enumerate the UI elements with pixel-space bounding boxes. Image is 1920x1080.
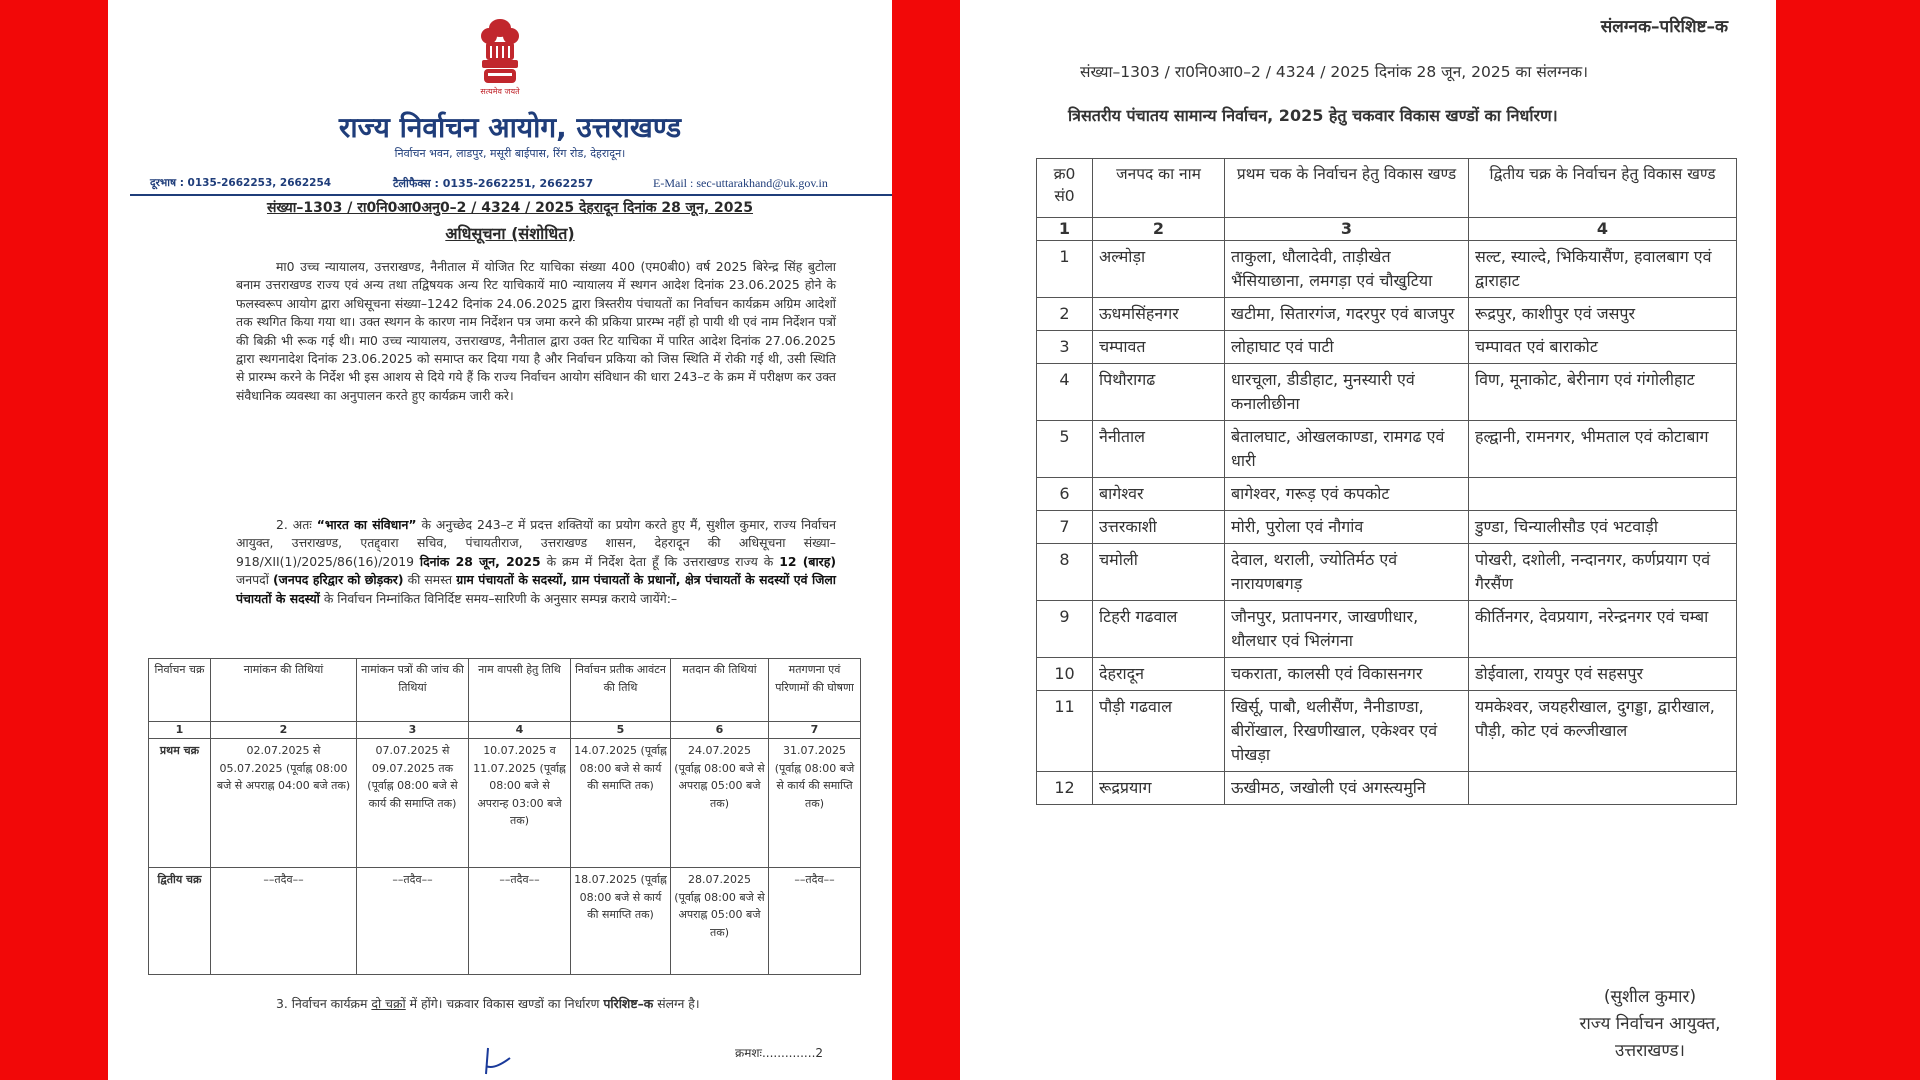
table-row: [1037, 478, 1737, 511]
column-number: 3: [1225, 218, 1469, 241]
table-header-row: [149, 659, 861, 722]
table-row: [1037, 772, 1737, 805]
column-header: क्र0 सं0: [1037, 159, 1093, 218]
district-name: देहरादून: [1093, 658, 1225, 691]
para3-underline: दो चक्रों: [371, 996, 406, 1011]
column-number: 7: [769, 722, 861, 739]
district-name: बागेश्वर: [1093, 478, 1225, 511]
para2-bold: “भारत का संविधान”: [316, 517, 417, 532]
phone-number: दूरभाष : 0135-2662253, 2662254: [150, 177, 332, 189]
letterhead-divider: [130, 194, 892, 196]
para3-text: संलग्न है।: [653, 996, 700, 1011]
district-name: उत्तरकाशी: [1093, 511, 1225, 544]
serial-number: 9: [1037, 601, 1093, 658]
table-cell: 18.07.2025 (पूर्वाह्न 08:00 बजे से कार्य की समाप्ति तक): [571, 868, 671, 975]
district-name: पिथौरागढ: [1093, 364, 1225, 421]
column-number: 1: [1037, 218, 1093, 241]
para2-bold: दिनांक 28 जून, 2025: [419, 553, 541, 569]
fax-number: टैलीफैक्स : 0135-2662251, 2662257: [393, 177, 594, 190]
annex-title: त्रिसतरीय पंचातय सामान्य निर्वाचन, 2025 हेतु चकवार विकास खण्डों का निर्धारण।: [1068, 106, 1558, 125]
election-schedule-table: [148, 658, 861, 975]
column-number: 4: [469, 722, 571, 739]
para3-bold: परिशिष्ट–क: [603, 996, 654, 1011]
table-cell: 31.07.2025 (पूर्वाह्न 08:00 बजे से कार्य की समाप्ति तक): [769, 739, 861, 868]
column-number: 5: [571, 722, 671, 739]
phase-1-blocks: बागेश्वर, गरूड़ एवं कपकोट: [1225, 478, 1469, 511]
paragraph-3: [236, 993, 836, 1015]
table-row: [1037, 421, 1737, 478]
paragraph-1: [236, 258, 836, 405]
phase-2-blocks: डुण्डा, चिन्यालीसौड एवं भटवाड़ी: [1469, 511, 1737, 544]
column-header: नामांकन पत्रों की जांच की तिथियां: [357, 659, 469, 722]
phase-2-blocks: [1469, 478, 1737, 511]
para2-text: की समस्त: [403, 572, 457, 588]
phase-2-blocks: विण, मूनाकोट, बेरीनाग एवं गंगोलीहाट: [1469, 364, 1737, 421]
serial-number: 2: [1037, 298, 1093, 331]
serial-number: 6: [1037, 478, 1093, 511]
signatory-state: उत्तराखण्ड।: [1615, 1041, 1685, 1061]
table-cell: ––तदैव––: [469, 868, 571, 975]
organization-address: निर्वाचन भवन, लाडपुर, मसूरी बाईपास, रिंग रोड, देहरादून।: [394, 147, 626, 160]
district-name: पौड़ी गढवाल: [1093, 691, 1225, 772]
phase-1-blocks: जौनपुर, प्रतापनगर, जाखणीधार, थौलधार एवं भिलंगना: [1225, 601, 1469, 658]
notification-page: [108, 0, 892, 1080]
signature-block: [1540, 984, 1760, 1065]
table-row: [1037, 241, 1737, 298]
phase-1-blocks: धारचूला, डीडीहाट, मुनस्यारी एवं कनालीछीना: [1225, 364, 1469, 421]
phase-1-blocks: बेतालघाट, ओखलकाण्डा, रामगढ एवं धारी: [1225, 421, 1469, 478]
paragraph-2: [236, 516, 836, 608]
para2-bold: 12 (बारह): [779, 553, 836, 569]
serial-number: 8: [1037, 544, 1093, 601]
phase-1-blocks: चकराता, कालसी एवं विकासनगर: [1225, 658, 1469, 691]
district-name: नैनीताल: [1093, 421, 1225, 478]
phase-1-blocks: लोहाघाट एवं पाटी: [1225, 331, 1469, 364]
district-name: अल्मोड़ा: [1093, 241, 1225, 298]
phase-label: प्रथम चक्र: [149, 739, 211, 868]
serial-number: 12: [1037, 772, 1093, 805]
column-number-row: [149, 722, 861, 739]
serial-number: 11: [1037, 691, 1093, 772]
column-header: प्रथम चक के निर्वाचन हेतु विकास खण्ड: [1225, 159, 1469, 218]
serial-number: 1: [1037, 241, 1093, 298]
notice-title: अधिसूचना (संशोधित): [445, 224, 575, 243]
table-header-row: [1037, 159, 1737, 218]
signatory-name: (सुशील कुमार): [1603, 987, 1697, 1007]
serial-number: 3: [1037, 331, 1093, 364]
column-number: 2: [1093, 218, 1225, 241]
annex-label: संलग्नक–परिशिष्ट–क: [1600, 17, 1728, 37]
phase-2-blocks: [1469, 772, 1737, 805]
phase-2-blocks: सल्ट, स्याल्दे, भिकियासैंण, हवालबाग एवं द्वाराहाट: [1469, 241, 1737, 298]
phase-1-blocks: मोरी, पुरोला एवं नौगांव: [1225, 511, 1469, 544]
table-cell: 28.07.2025 (पूर्वाह्न 08:00 बजे से अपराह्न 05:00 बजे तक): [671, 868, 769, 975]
para2-text: 2. अतः: [276, 517, 317, 532]
district-name: चम्पावत: [1093, 331, 1225, 364]
serial-number: 5: [1037, 421, 1093, 478]
table-cell: 07.07.2025 से 09.07.2025 तक (पूर्वाह्न 08:00 बजे से कार्य की समाप्ति तक): [357, 739, 469, 868]
table-cell: 10.07.2025 व 11.07.2025 (पूर्वाह्न 08:00 बजे से अपरान्ह 03:00 बजे तक): [469, 739, 571, 868]
district-name: टिहरी गढवाल: [1093, 601, 1225, 658]
phase-2-blocks: पोखरी, दशोली, नन्दानगर, कर्णप्रयाग एवं गैरसैंण: [1469, 544, 1737, 601]
column-header: मतगणना एवं परिणामों की घोषणा: [769, 659, 861, 722]
column-number: 6: [671, 722, 769, 739]
phase-1-blocks: खिर्सू, पाबौ, थलीसैंण, नैनीडाण्डा, बीरोंखाल, रिखणीखाल, एकेश्वर एवं पोखड़ा: [1225, 691, 1469, 772]
para2-bold: ग्राम पंचायतों के सदस्यों, ग्राम पंचायतों के प्रधानों, क्षेत्र पंचायतों के सदस्यों एवं जिला पंचायतों के सदस्यों: [236, 572, 836, 606]
column-number: 1: [149, 722, 211, 739]
paragraph-1-text: मा0 उच्च न्यायालय, उत्तराखण्ड, नैनीताल में योजित रिट याचिका संख्या 400 (एम0बी0) वर्ष 2025 बिरेन्द्र सिंह बुटोला बनाम उत्तराखण्ड राज्य एवं अन्य तथा तद्विषयक अन्य रिट याचिकायें मा0 न्यायालय में स्थगन आदेश दिनांक 23.06.2025 होने के फलस्वरूप आयोग द्वारा अधिसूचना संख्या–1242 दिनांक 24.06.2025 द्वारा त्रिस्तरीय पंचायतों का निर्वाचन कार्यक्रम अग्रिम आदेशों तक स्थगित किया गया था। उक्त स्थगन के कारण नाम निर्देशन पत्र जमा करने की प्रकिया प्रारम्भ नहीं हो पायी थी एवं नाम निर्देशन पत्रों की बिक्री भी रूक गई थी। मा0 उच्च न्यायालय, उत्तराखण्ड, नैनीताल द्वारा उक्त रिट याचिका में पारित आदेश दिनांक 27.06.2025 द्वारा स्थगनादेश दिनांक 23.06.2025 को समाप्त कर दिया गया है और निर्वाचन प्रकिया को जिस स्थिति में रोकी गई थी, उसी स्थिति से प्रारम्भ करने के निर्देश भी इस आशय से दिये गये हैं कि राज्य निर्वाचन आयोग संविधान की धारा 243–ट के क्रम में परीक्षण कर उक्त संवैधानिक व्यवस्था का अनुपालन करते हुए कार्यक्रम जारी करे।: [236, 259, 836, 403]
column-header: मतदान की तिथियां: [671, 659, 769, 722]
column-header: नाम वापसी हेतु तिथि: [469, 659, 571, 722]
table-cell: ––तदैव––: [211, 868, 357, 975]
organization-title: राज्य निर्वाचन आयोग, उत्तराखण्ड: [338, 111, 682, 144]
phase-2-blocks: कीर्तिनगर, देवप्रयाग, नरेन्द्रनगर एवं चम्बा: [1469, 601, 1737, 658]
district-name: ऊधमसिंहनगर: [1093, 298, 1225, 331]
signatory-designation: राज्य निर्वाचन आयुक्त,: [1579, 1014, 1721, 1034]
column-header: निर्वाचन चक्र: [149, 659, 211, 722]
phase-2-blocks: डोईवाला, रायपुर एवं सहसपुर: [1469, 658, 1737, 691]
column-header: निर्वाचन प्रतीक आवंटन की तिथि: [571, 659, 671, 722]
table-row: [1037, 544, 1737, 601]
phase-2-blocks: चम्पावत एवं बाराकोट: [1469, 331, 1737, 364]
phase-2-blocks: हल्द्वानी, रामनगर, भीमताल एवं कोटाबाग: [1469, 421, 1737, 478]
para2-text: के अनुच्छेद 243–ट में प्रदत्त शक्तियों का प्रयोग करते हुए मैं, सुशील कुमार, राज्य निर्वाचन आयुक्त, उत्तराखण्ड, एतद्द्वारा सचिव, पंचायतीराज, उत्तराखण्ड शासन, देहरादून की अधिसूचना संख्या–918/XII(1)/2025/86(16)/2019: [236, 517, 837, 569]
table-row: [1037, 511, 1737, 544]
para2-bold: (जनपद हरिद्वार को छोड़कर): [273, 572, 404, 588]
email-address[interactable]: E-Mail : sec-uttarakhand@uk.gov.in: [653, 176, 828, 190]
column-header: द्वितीय चक्र के निर्वाचन हेतु विकास खण्ड: [1469, 159, 1737, 218]
continued-marker: क्रमशः..............2: [735, 1046, 824, 1060]
initials-icon: [480, 1046, 520, 1076]
phase-2-blocks: यमकेश्वर, जयहरीखाल, दुगड्डा, द्वारीखाल, पौड़ी, कोट एवं कल्जीखाल: [1469, 691, 1737, 772]
annex-reference: संख्या–1303 / रा0नि0आ0–2 / 4324 / 2025 दिनांक 28 जून, 2025 का संलग्नक।: [1080, 63, 1589, 81]
para3-text: 3. निर्वाचन कार्यक्रम: [276, 996, 372, 1011]
table-row: [1037, 691, 1737, 772]
emblem-motto: सत्यमेव जयते: [480, 87, 520, 96]
table-row: [1037, 298, 1737, 331]
table-cell: 14.07.2025 (पूर्वाह्न 08:00 बजे से कार्य की समाप्ति तक): [571, 739, 671, 868]
column-header: नामांकन की तिथियां: [211, 659, 357, 722]
column-number: 3: [357, 722, 469, 739]
phase-label: द्वितीय चक्र: [149, 868, 211, 975]
table-cell: 24.07.2025 (पूर्वाह्न 08:00 बजे से अपराह्न 05:00 बजे तक): [671, 739, 769, 868]
table-row: [1037, 601, 1737, 658]
table-row: [1037, 364, 1737, 421]
para2-text: जनपदों: [236, 572, 273, 588]
column-header: जनपद का नाम: [1093, 159, 1225, 218]
annexure-page: [960, 0, 1776, 1080]
table-cell: 02.07.2025 से 05.07.2025 (पूर्वाह्न 08:00 बजे से अपराह्न 04:00 बजे तक): [211, 739, 357, 868]
table-row: [149, 739, 861, 868]
table-row: [1037, 658, 1737, 691]
serial-number: 7: [1037, 511, 1093, 544]
serial-number: 10: [1037, 658, 1093, 691]
phase-1-blocks: खटीमा, सितारगंज, गदरपुर एवं बाजपुर: [1225, 298, 1469, 331]
phase-1-blocks: देवाल, थराली, ज्योतिर्मठ एवं नारायणबगड़: [1225, 544, 1469, 601]
table-row: [1037, 331, 1737, 364]
reference-number: संख्या–1303 / रा0नि0आ0अनु0–2 / 4324 / 2025 देहरादून दिनांक 28 जून, 2025: [266, 200, 754, 216]
column-number: 4: [1469, 218, 1737, 241]
table-body: [1037, 241, 1737, 805]
table-cell: ––तदैव––: [357, 868, 469, 975]
column-number: 2: [211, 722, 357, 739]
para2-text: के निर्वाचन निम्नांकित विनिर्दिष्ट समय–सारिणी के अनुसार सम्पन्न कराये जायेंगे:–: [319, 590, 678, 606]
table-row: [149, 868, 861, 975]
phase-2-blocks: रूद्रपुर, काशीपुर एवं जसपुर: [1469, 298, 1737, 331]
para2-text: के क्रम में निर्देश देता हूँ कि उत्तराखण्ड राज्य के: [540, 553, 780, 569]
column-number-row: [1037, 218, 1737, 241]
serial-number: 4: [1037, 364, 1093, 421]
development-blocks-table: [1036, 158, 1737, 805]
district-name: चमोली: [1093, 544, 1225, 601]
table-cell: ––तदैव––: [769, 868, 861, 975]
phase-1-blocks: ताकुला, धौलादेवी, ताड़ीखेत भैंसियाछाना, लमगड़ा एवं चौखुटिया: [1225, 241, 1469, 298]
para3-text: में होंगे। चक्रवार विकास खण्डों का निर्धारण: [405, 996, 604, 1011]
phase-1-blocks: ऊखीमठ, जखोली एवं अगस्त्यमुनि: [1225, 772, 1469, 805]
district-name: रूद्रप्रयाग: [1093, 772, 1225, 805]
